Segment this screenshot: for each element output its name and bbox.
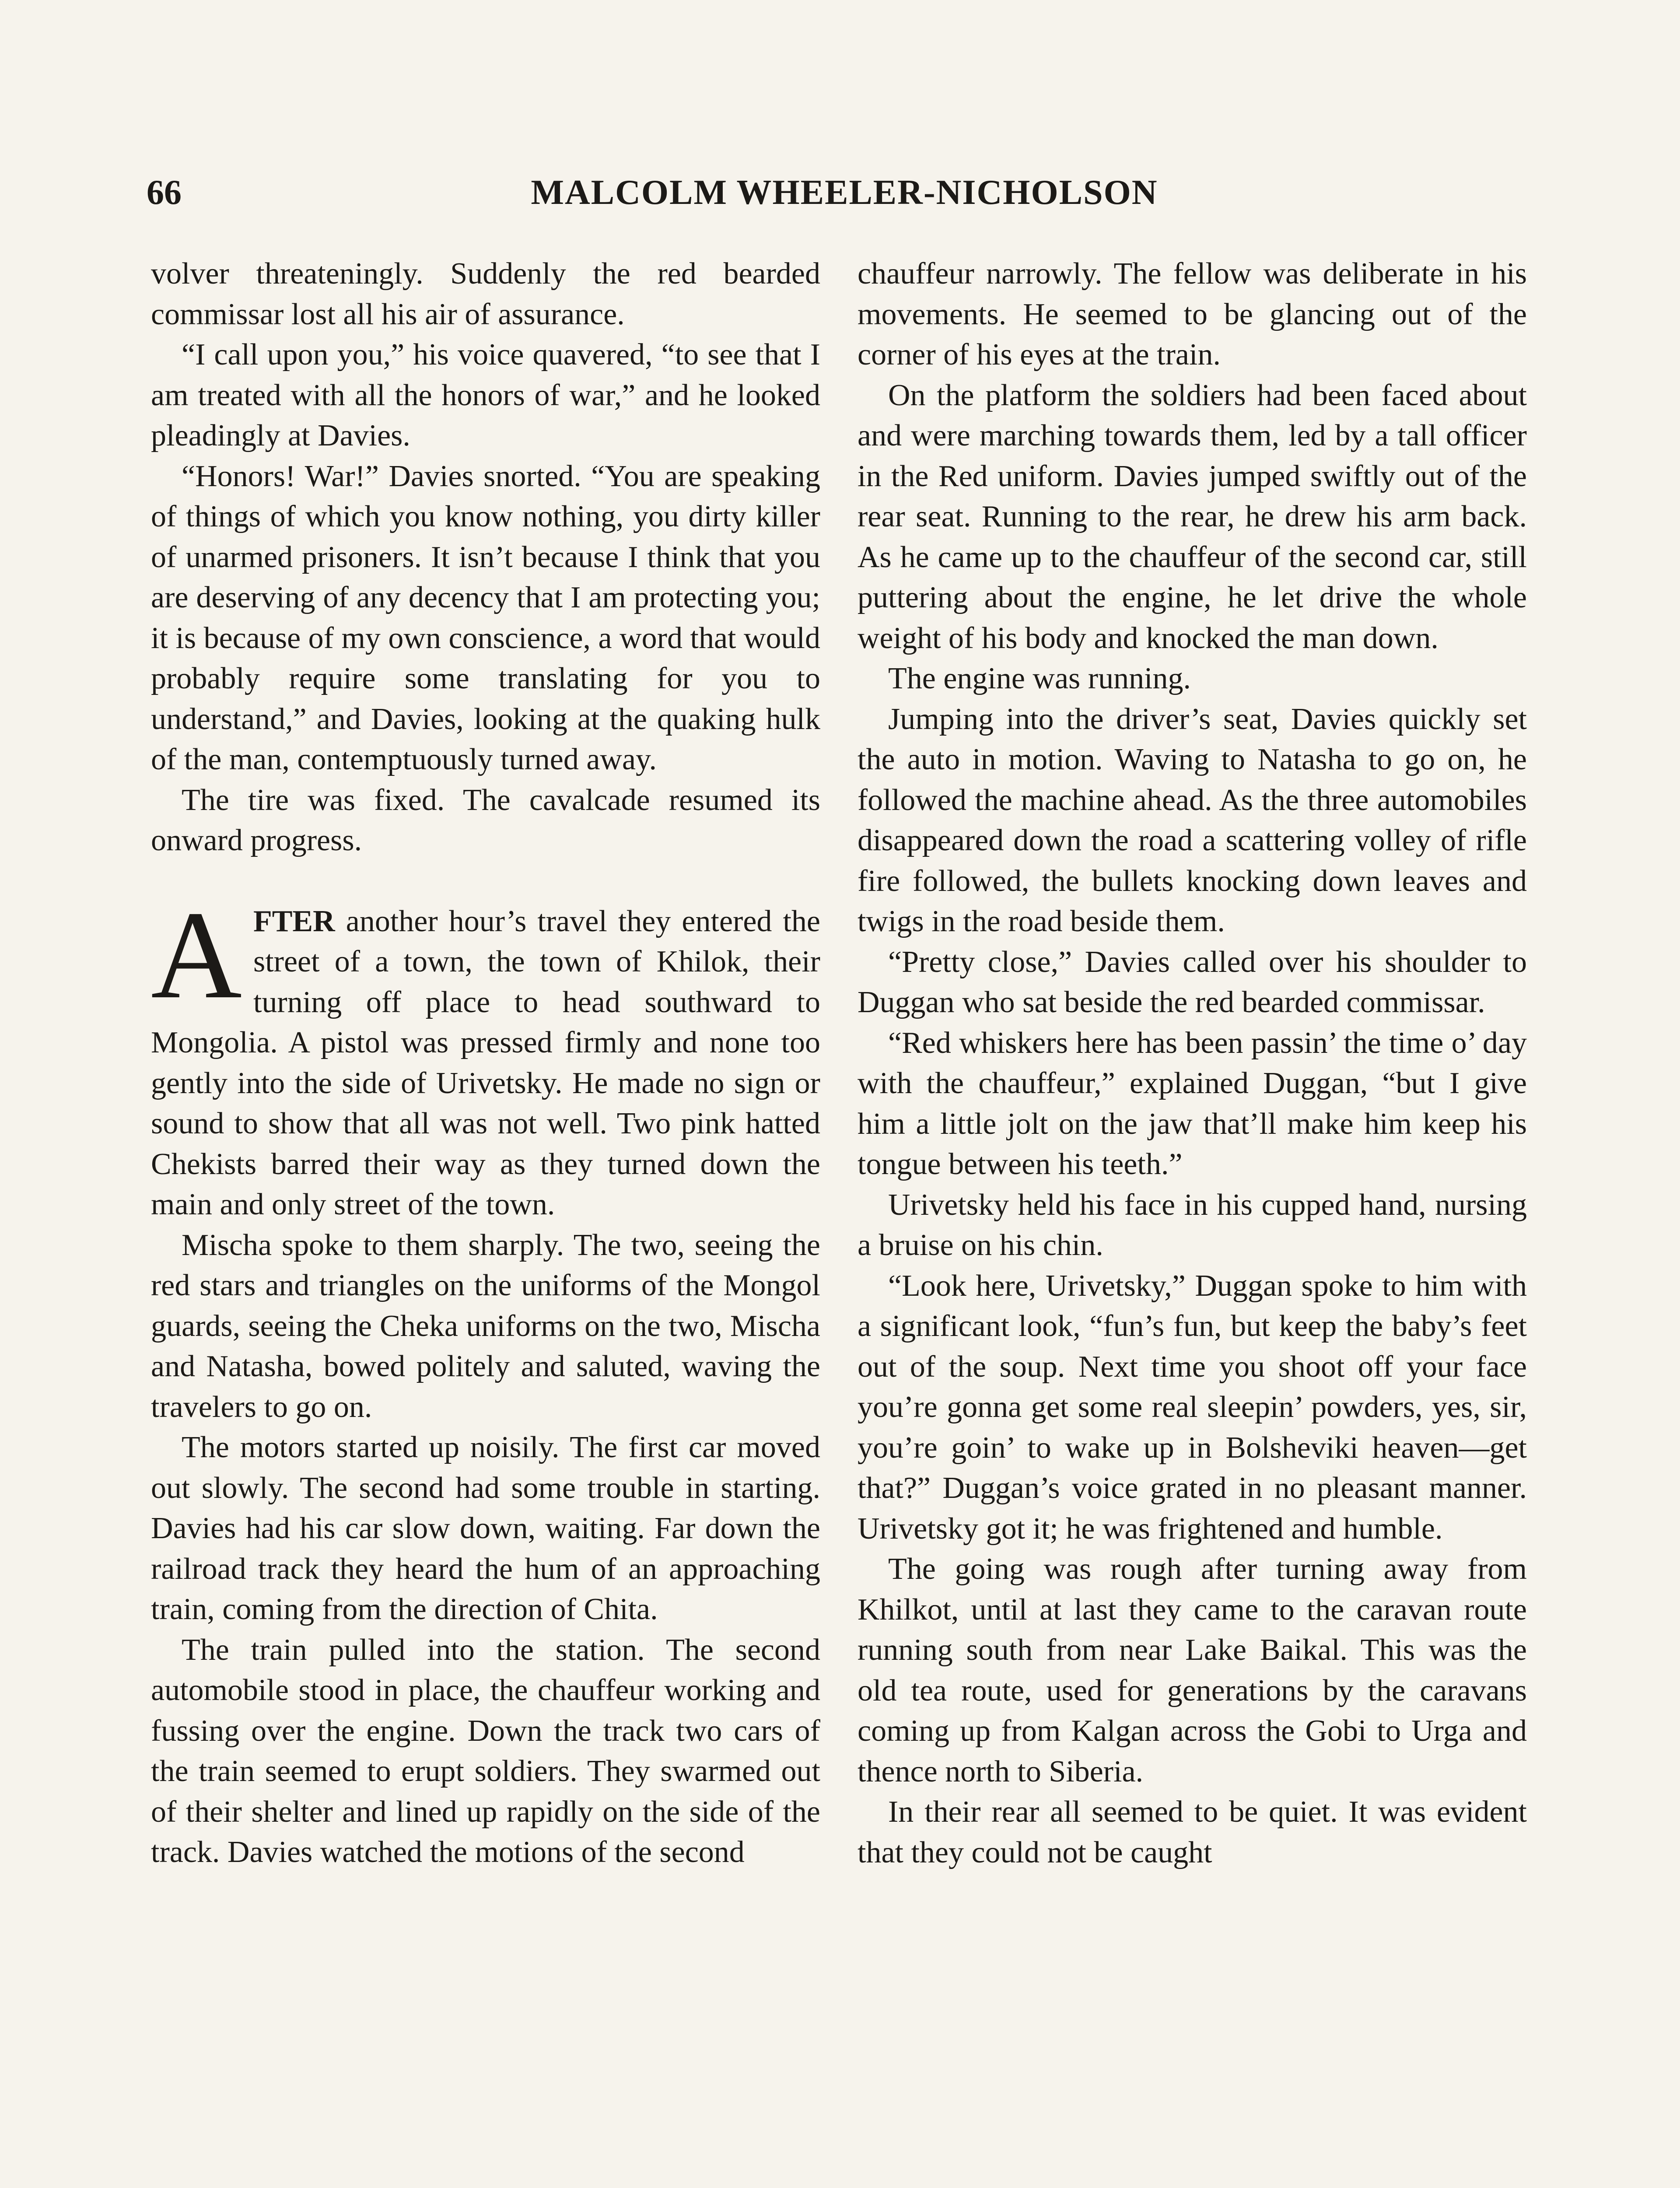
lead-in-word: FTER — [253, 904, 335, 938]
paragraph: In their rear all seemed to be quiet. It was evident that they could not be caught — [858, 1795, 1527, 1869]
section-text: another hour’s travel they entered the street of a town, the town of Khilok, their turning off place to head southward to Mongolia. A pistol was pressed firmly and none too gently into the side of Urivetsky. He made no sign or sound to show that all was not well. Two pink hatted Chekists barred their way as they turned down the main and only street of the town. — [151, 904, 820, 1221]
paragraph: On the platform the soldiers had been faced about and were marching towards them, led by a tall officer in the Red uniform. Davies jumped swiftly out of the rear seat. Running to the rear, he drew his arm back. As he came up to the chauffeur of the second car, still puttering about the engine, he let drive the whole weight of his body and knocked the man down. — [858, 378, 1527, 655]
page-header — [147, 168, 1542, 217]
page-number: 66 — [147, 173, 182, 212]
paragraph: The going was rough after turning away from Khilkot, until at last they came to the caravan route running south from near Lake Baikal. This was the old tea route, used for generations by the caravans coming up from Kalgan across the Gobi to Urga and thence north to Siberia. — [858, 1552, 1527, 1788]
paragraph: chauffeur narrowly. The fellow was deliberate in his movements. He seemed to be glancing out of the corner of his eyes at the train. — [858, 257, 1527, 372]
right-column — [858, 254, 1527, 1873]
paragraph: The engine was running. — [888, 662, 1191, 695]
paragraph: Urivetsky held his face in his cupped hand, nursing a bruise on his chin. — [858, 1188, 1527, 1262]
drop-cap: A — [151, 885, 242, 1025]
paragraph: “Honors! War!” Davies snorted. “You are speaking of things of which you know nothing, you dirty killer of unarmed prisoners. It isn’t because I think that you are deserving of any decency that I am protecting you; it is because of my own conscience, a word that would probably require some translating for you to understand,” and Davies, looking at the quaking hulk of the man, contemptuously turned away. — [151, 459, 820, 776]
paragraph: “Red whiskers here has been passin’ the time o’ day with the chauffeur,” explained Duggan, “but I give him a little jolt on the jaw that’ll make him keep his tongue between his teeth.” — [858, 1026, 1527, 1181]
paragraph: “Look here, Urivetsky,” Duggan spoke to him with a significant look, “fun’s fun, but keep the baby’s feet out of the soup. Next time you shoot off your face you’re gonna get some real sleepin’ powders, yes, sir, you’re goin’ to wake up in Bolsheviki heaven—get that?” Duggan’s voice grated in no pleasant manner. Urivetsky got it; he was frightened and humble. — [858, 1269, 1527, 1546]
paragraph: volver threateningly. Suddenly the red bearded commissar lost all his air of assurance. — [151, 257, 820, 331]
section-opening-paragraph — [151, 885, 820, 1225]
left-column — [151, 254, 820, 1873]
running-head: MALCOLM WHEELER-NICHOLSON — [531, 173, 1158, 212]
paragraph: The train pulled into the station. The second automobile stood in place, the chauffeur working and fussing over the engine. Down the track two cars of the train seemed to erupt soldiers. They swarmed out of their shelter and lined up rapidly on the side of the track. Davies watched the motions of the second — [151, 1633, 820, 1869]
paragraph: Mischa spoke to them sharply. The two, seeing the red stars and triangles on the uniforms of the Mongol guards, seeing the Cheka uniforms on the two, Mischa and Natasha, bowed politely and saluted, waving the travelers to go on. — [151, 1228, 820, 1424]
paragraph: “Pretty close,” Davies called over his shoulder to Duggan who sat beside the red bearded commissar. — [858, 945, 1527, 1019]
paragraph: The tire was fixed. The cavalcade resumed its onward progress. — [151, 783, 820, 857]
paragraph: “I call upon you,” his voice quavered, “to see that I am treated with all the honors of war,” and he looked pleadingly at Davies. — [151, 338, 820, 452]
paragraph: The motors started up noisily. The first car moved out slowly. The second had some trouble in starting. Davies had his car slow down, waiting. Far down the railroad track they heard the hum of an approaching train, coming from the direction of Chita. — [151, 1431, 820, 1626]
paragraph: Jumping into the driver’s seat, Davies quickly set the auto in motion. Waving to Natasha to go on, he followed the machine ahead. As the three automobiles disappeared down the road a scattering volley of rifle fire followed, the bullets knocking down leaves and twigs in the road beside them. — [858, 702, 1527, 938]
